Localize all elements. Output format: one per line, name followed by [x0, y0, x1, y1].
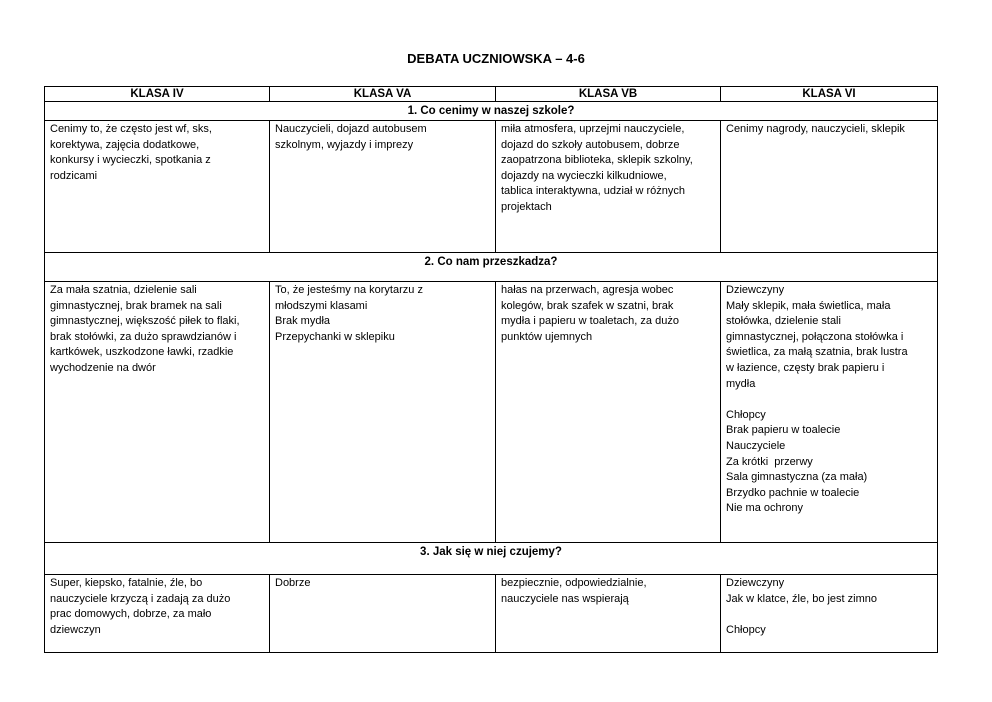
table-cell — [270, 121, 496, 253]
section-heading: 2. Co nam przeszkadza? — [45, 253, 938, 282]
cell-text-line: brak stołówki, za dużo sprawdzianów i — [50, 330, 237, 343]
table-cell — [721, 121, 938, 253]
cell-text-line: Dobrze — [275, 577, 311, 589]
cell-text-line: punktów ujemnych — [501, 330, 593, 343]
cell-text-line: Super, kiepsko, fatalnie, źle, bo — [50, 577, 203, 589]
cell-text-line: Nie ma ochrony — [726, 502, 804, 515]
cell-text-line: miła atmosfera, uprzejmi nauczyciele, — [501, 123, 685, 135]
cell-text-line: Jak w klatce, źle, bo jest zimno — [726, 592, 878, 605]
cell-text-line: Dziewczyny — [726, 284, 785, 296]
cell-text-line: gimnastycznej, brak bramek na sali — [50, 299, 222, 312]
cell-text-line: projektach — [501, 200, 552, 213]
table-cell — [721, 575, 938, 653]
table-cell — [721, 282, 938, 543]
cell-text-line: nauczyciele nas wspierają — [501, 592, 629, 605]
cell-text-line: Sala gimnastyczna (za mała) — [726, 471, 868, 484]
cell-text-line: hałas na przerwach, agresja wobec — [501, 284, 674, 296]
cell-text-line: zaopatrzona biblioteka, sklepik szkolny, — [501, 154, 693, 167]
cell-text-line: w łazience, częsty brak papieru i — [726, 361, 885, 374]
cell-text-line: bezpiecznie, odpowiedzialnie, — [501, 577, 647, 589]
document-title: DEBATA UCZNIOWSKA – 4-6 — [407, 51, 585, 66]
cell-text-line — [726, 607, 932, 623]
table-cell — [496, 282, 721, 543]
section-heading-row — [45, 253, 938, 282]
section-content-row — [45, 282, 938, 543]
cell-text-line: Brak mydła — [275, 315, 331, 328]
cell-text-line: dojazdy na wycieczki kilkudniowe, — [501, 169, 667, 182]
section-heading-row — [45, 543, 938, 575]
cell-text-line: mydła i papieru w toaletach, za dużo — [501, 315, 679, 328]
column-header-klasa-vi: KLASA VI — [721, 87, 938, 102]
cell-text-line: To, że jesteśmy na korytarzu z — [275, 284, 423, 296]
column-header-klasa-va: KLASA VA — [270, 87, 496, 102]
cell-text-line: rodzicami — [50, 169, 98, 182]
cell-text-line: dojazd do szkoły autobusem, dobrze — [501, 138, 680, 151]
cell-text-line: wychodzenie na dwór — [50, 361, 156, 374]
section-heading: 3. Jak się w niej czujemy? — [45, 543, 938, 575]
debate-table — [44, 86, 938, 653]
cell-text-line: Dziewczyny — [726, 577, 785, 589]
cell-text-line: dziewczyn — [50, 623, 101, 636]
table-cell — [270, 282, 496, 543]
cell-text-line: Nauczycieli, dojazd autobusem — [275, 123, 427, 135]
cell-text-line: nauczyciele krzyczą i zadają za dużo — [50, 592, 231, 605]
cell-text-line: Nauczyciele — [726, 439, 786, 452]
cell-text-line: gimnastycznej, połączona stołówka i — [726, 330, 904, 343]
cell-text-line: Chłopcy — [726, 623, 766, 636]
table-cell — [496, 575, 721, 653]
section-heading: 1. Co cenimy w naszej szkole? — [45, 102, 938, 121]
cell-text-line: Za mała szatnia, dzielenie sali — [50, 284, 197, 296]
cell-text-line: konkursy i wycieczki, spotkania z — [50, 154, 211, 167]
cell-text-line: prac domowych, dobrze, za mało — [50, 608, 212, 621]
section-content-row — [45, 575, 938, 653]
cell-text-line: kolegów, brak szafek w szatni, brak — [501, 299, 674, 312]
cell-text-line: korektywa, zajęcia dodatkowe, — [50, 138, 200, 151]
cell-text-line: mydła — [726, 377, 756, 390]
cell-text-line: Cenimy to, że często jest wf, sks, — [50, 123, 212, 135]
cell-text-line: stołówka, dzielenie stali — [726, 315, 841, 328]
cell-text-line — [726, 392, 932, 408]
cell-text-line: Brzydko pachnie w toalecie — [726, 486, 860, 499]
column-header-klasa-vb: KLASA VB — [496, 87, 721, 102]
table-cell — [45, 121, 270, 253]
section-content-row — [45, 121, 938, 253]
cell-text-line: Przepychanki w sklepiku — [275, 330, 395, 343]
cell-text-line: Cenimy nagrody, nauczycieli, sklepik — [726, 123, 905, 135]
table-body — [45, 102, 938, 653]
cell-text-line: Brak papieru w toalecie — [726, 424, 841, 437]
column-header-klasa-iv: KLASA IV — [45, 87, 270, 102]
table-cell — [45, 575, 270, 653]
cell-text-line: świetlica, za małą szatnia, brak lustra — [726, 346, 908, 359]
cell-text-line: Mały sklepik, mała świetlica, mała — [726, 299, 891, 312]
cell-text-line: gimnastycznej, większość piłek to flaki, — [50, 315, 240, 328]
cell-text-line: Za krótki przerwy — [726, 455, 813, 468]
column-header-row — [45, 87, 938, 102]
cell-text-line: młodszymi klasami — [275, 299, 368, 312]
cell-text-line: Chłopcy — [726, 408, 766, 421]
cell-text-line: szkolnym, wyjazdy i imprezy — [275, 138, 414, 151]
cell-text-line: kartkówek, uszkodzone ławki, rzadkie — [50, 346, 234, 359]
section-heading-row — [45, 102, 938, 121]
table-cell — [270, 575, 496, 653]
cell-text-line: tablica interaktywna, udział w różnych — [501, 185, 686, 198]
table-cell — [496, 121, 721, 253]
table-cell — [45, 282, 270, 543]
